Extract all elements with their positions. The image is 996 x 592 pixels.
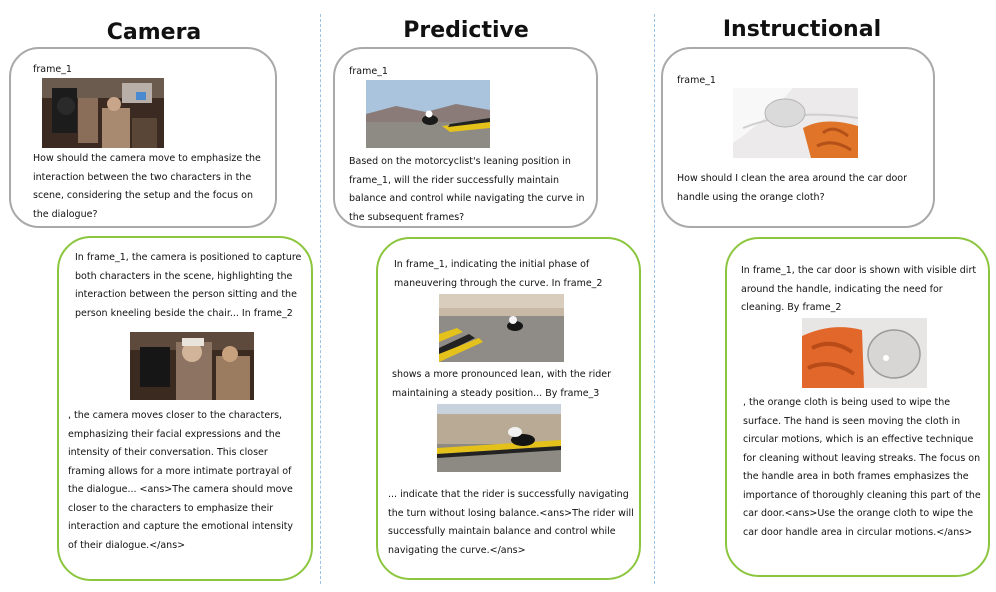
column-divider xyxy=(654,14,655,584)
column-divider xyxy=(320,14,321,584)
column-title-camera: Camera xyxy=(106,20,202,45)
column-title-instructional: Instructional xyxy=(722,17,882,42)
frame-image-motorcycle-2 xyxy=(439,294,564,362)
column-title-predictive: Predictive xyxy=(403,18,529,43)
frame-label: frame_1 xyxy=(349,66,388,77)
frame-image-closeup xyxy=(130,332,254,400)
answer-text-part1: In frame_1, indicating the initial phase of maneuvering through the curve. In frame_2 xyxy=(394,259,603,289)
answer-text-part1: In frame_1, the car door is shown with visible dirt around the handle, indicating the need for cleaning. By frame_2 xyxy=(741,265,977,313)
frame-image-motorcycle-3 xyxy=(437,404,561,472)
frame-image-motorcycle-1 xyxy=(366,80,490,148)
answer-text-part2: , the camera moves closer to the characters, emphasizing their facial expressions and the intensity of their conversation. This closer framing allows for a more intimate portrayal of the dialogue... <ans>The camera should move closer to the characters to emphasize their interaction and capture the emotional intensity of their dialogue.</ans> xyxy=(68,410,294,551)
question-text: Based on the motorcyclist's leaning position in frame_1, will the rider successfully maintain balance and control while navigating the curve in the subsequent frames? xyxy=(349,156,585,223)
frame-image-wiping-door xyxy=(802,318,927,388)
answer-text-part2: , the orange cloth is being used to wipe the surface. The hand is seen moving the cloth in circular motions, which is an effective technique for cleaning without leaving streaks. The focus on the handle area in both frames emphasizes the importance of thoroughly cleaning this part of the car door.<ans>Use the orange cloth to wipe the car door handle area in circular motions.</ans> xyxy=(743,397,981,538)
frame-image-film-set xyxy=(42,78,164,148)
answer-text-part2: shows a more pronounced lean, with the rider maintaining a steady position... By frame_3 xyxy=(392,369,612,399)
question-text: How should the camera move to emphasize the interaction between the two characters in the scene, considering the setup and the focus on the dialogue? xyxy=(33,153,261,220)
question-text: How should I clean the area around the car door handle using the orange cloth? xyxy=(677,173,908,203)
answer-text-part1: In frame_1, the camera is positioned to capture both characters in the scene, highlighting the interaction between the person sitting and the person kneeling beside the chair... In frame_2 xyxy=(75,252,302,319)
frame-image-car-door xyxy=(733,88,858,158)
answer-text-part3: ... indicate that the rider is successfully navigating the turn without losing balance.<ans>The rider will successfully maintain balance and control while navigating the curve.</ans> xyxy=(388,489,634,556)
frame-label: frame_1 xyxy=(33,64,72,75)
frame-label: frame_1 xyxy=(677,75,716,86)
